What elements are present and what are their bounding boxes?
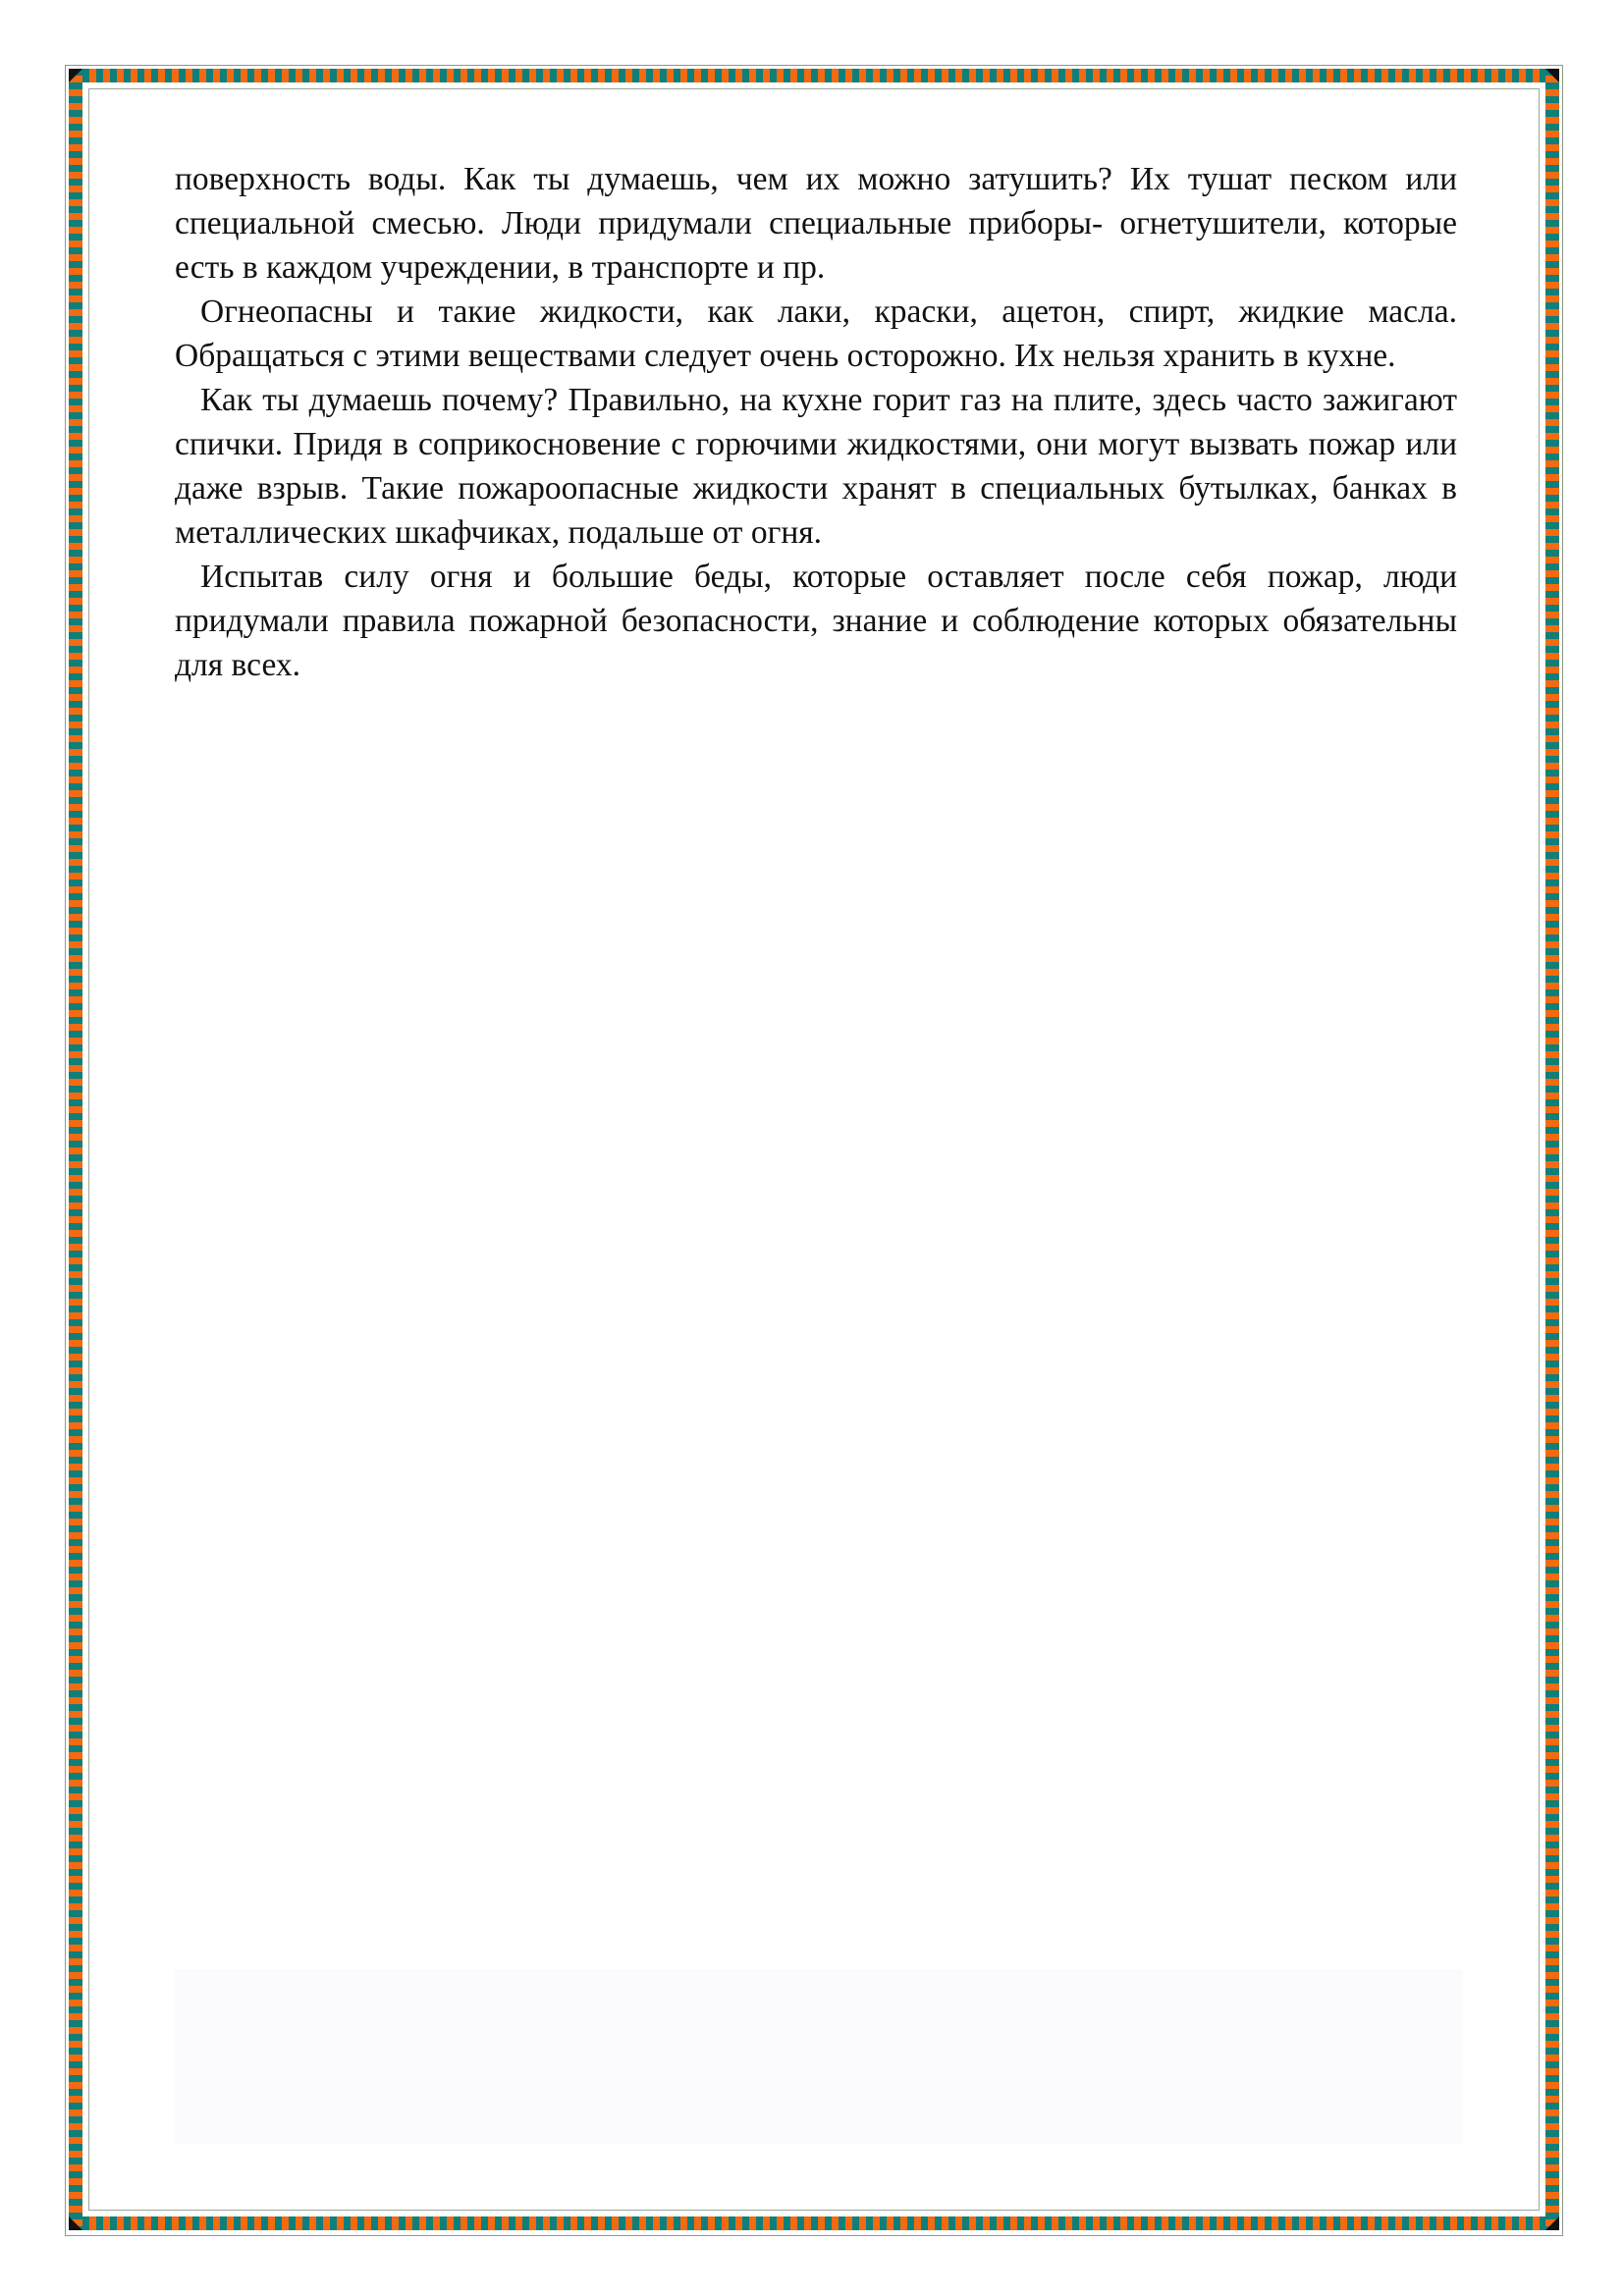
corner-ornament-bottom-right	[1545, 2216, 1559, 2230]
decorative-border-left	[69, 69, 82, 2230]
decorative-border-bottom	[69, 2216, 1559, 2230]
decorative-border-right	[1545, 69, 1559, 2230]
corner-ornament-bottom-left	[69, 2216, 82, 2230]
document-body	[175, 157, 1457, 687]
paragraph-3: Как ты думаешь почему? Правильно, на кухне горит газ на плите, здесь часто зажигают спички. Придя в соприкосновение с горючими жидкостями, они могут вызвать пожар или даже взрыв. Такие пожароопасные жидкости хранят в специальных бутылках, банках в металлических шкафчиках, подальше от огня.	[175, 382, 1457, 551]
corner-ornament-top-left	[69, 69, 82, 82]
decorative-border-top	[69, 69, 1559, 82]
paragraph-4: Испытав силу огня и большие беды, которые оставляет после себя пожар, люди придумали правила пожарной безопасности, знание и соблюдение которых обязательны для всех.	[175, 559, 1457, 683]
paragraph-2: Огнеопасны и такие жидкости, как лаки, краски, ацетон, спирт, жидкие масла. Обращаться с этими веществами следует очень осторожно. Их нельзя хранить в кухне.	[175, 294, 1457, 374]
corner-ornament-top-right	[1545, 69, 1559, 82]
paragraph-1: поверхность воды. Как ты думаешь, чем их можно затушить? Их тушат песком или специальной смесью. Люди придумали специальные приборы- огнетушители, которые есть в каждом учреждении, в транспорте и пр.	[175, 161, 1457, 286]
footer-area	[175, 1969, 1463, 2144]
